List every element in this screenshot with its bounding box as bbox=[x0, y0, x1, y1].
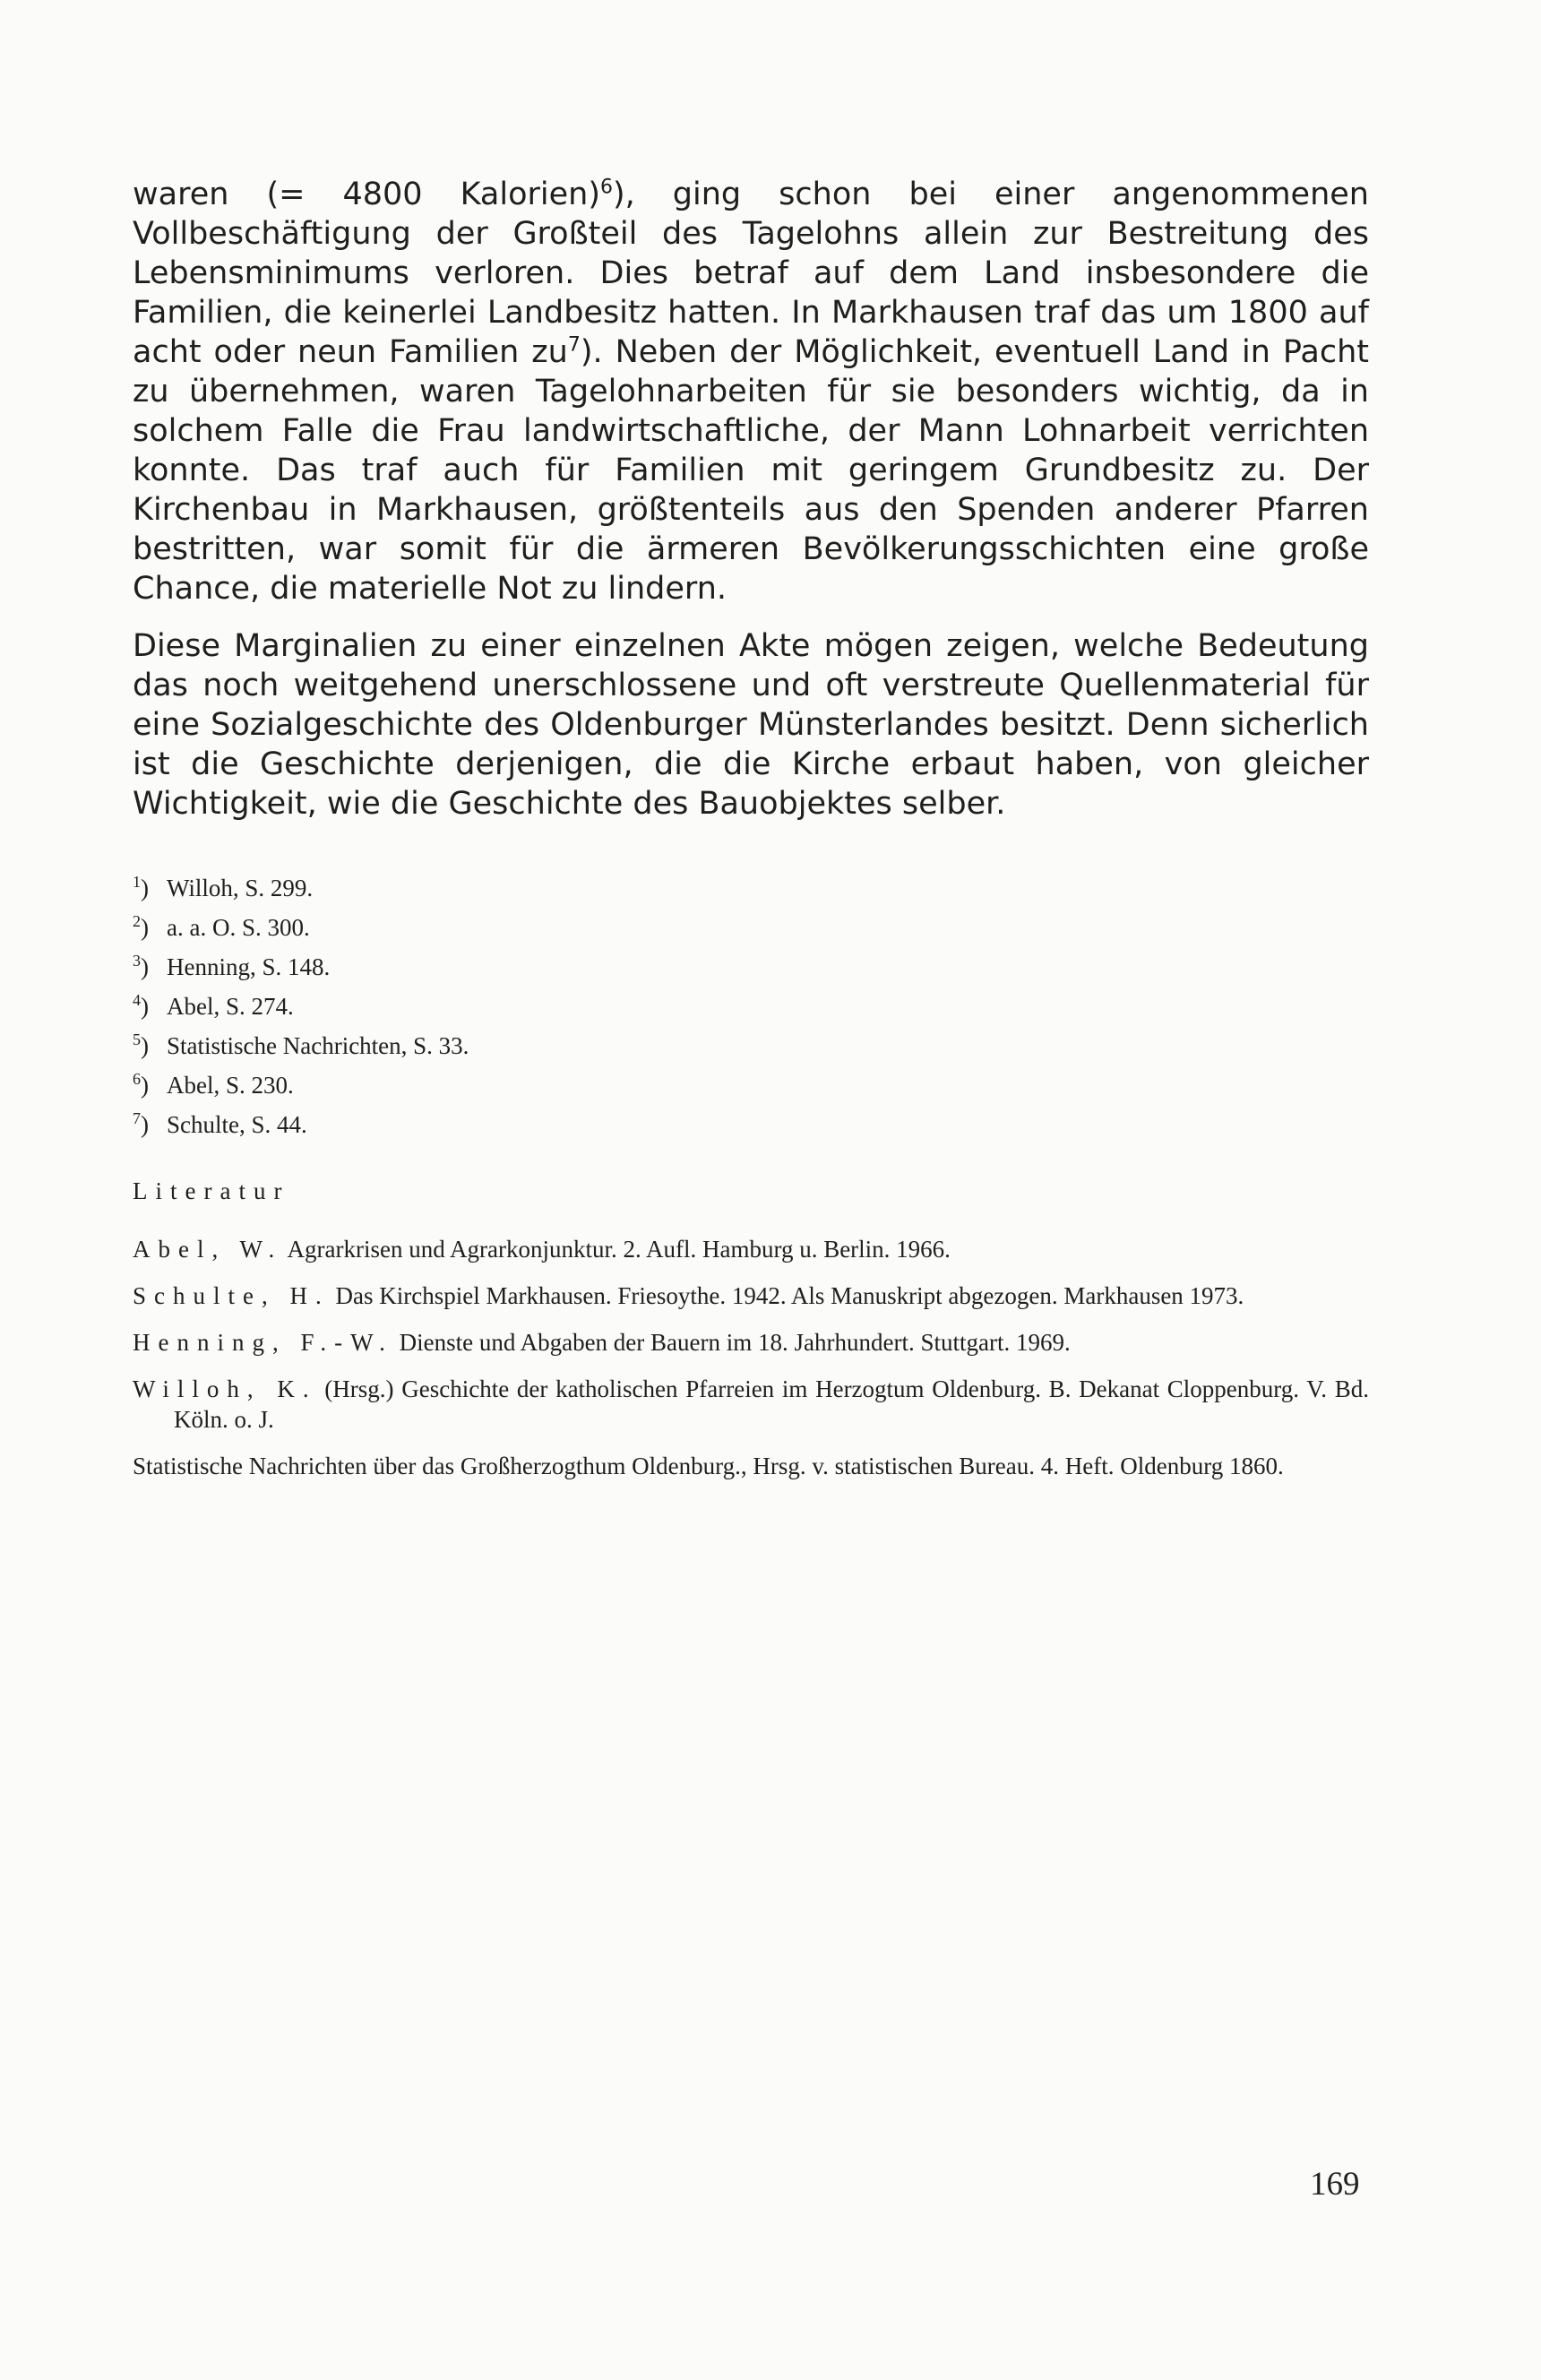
footnote-number: $^7$) bbox=[133, 1109, 149, 1138]
literature-heading: Literatur bbox=[133, 1177, 290, 1204]
footnote-text: Statistische Nachrichten, S. 33. bbox=[167, 1032, 469, 1059]
literature-entry bbox=[133, 1234, 1369, 1264]
footnote-text: a. a. O. S. 300. bbox=[167, 914, 310, 941]
footnote-number: $^1$) bbox=[133, 873, 149, 901]
literature-author: Willoh, K. bbox=[133, 1375, 317, 1402]
literature-list bbox=[133, 1234, 1369, 1481]
literature-entry bbox=[133, 1327, 1369, 1358]
literature-text: Agrarkrisen und Agrarkonjunktur. 2. Aufl. Hamburg u. Berlin. 1966. bbox=[282, 1236, 951, 1263]
literature-text: Statistische Nachrichten über das Großherzogthum Oldenburg., Hrsg. v. statistischen Bureau. 4. Heft. Oldenburg 1860. bbox=[133, 1453, 1284, 1479]
footnote-number: $^6$) bbox=[133, 1070, 149, 1099]
footnote-ref-6: 6 bbox=[599, 176, 613, 199]
footnote-text: Henning, S. 148. bbox=[167, 953, 331, 980]
literature-entry bbox=[133, 1374, 1369, 1435]
footnote-1 bbox=[133, 868, 1369, 908]
footnote-2 bbox=[133, 908, 1369, 947]
literature-text: Dienste und Abgaben der Bauern im 18. Jahrhundert. Stuttgart. 1969. bbox=[392, 1329, 1071, 1356]
paragraph-1 bbox=[133, 175, 1369, 608]
footnote-7 bbox=[133, 1105, 1369, 1144]
page-number: 169 bbox=[1310, 2166, 1360, 2203]
literature-text: (Hrsg.) Geschichte der katholischen Pfarreien im Herzogtum Oldenburg. B. Dekanat Cloppenburg. V. Bd. Köln. o. J. bbox=[174, 1375, 1369, 1433]
paragraph-1-text-a: waren (= 4800 Kalorien) bbox=[133, 177, 600, 212]
footnote-number: $^2$) bbox=[133, 912, 149, 941]
footnote-6 bbox=[133, 1065, 1369, 1105]
literature-author: Schulte, H. bbox=[133, 1282, 330, 1309]
literature-entry bbox=[133, 1451, 1369, 1481]
footnotes bbox=[133, 868, 1369, 1144]
footnote-text: Schulte, S. 44. bbox=[167, 1111, 307, 1138]
literature-entry bbox=[133, 1281, 1369, 1311]
footnote-number: $^5$) bbox=[133, 1030, 149, 1059]
page-content bbox=[133, 175, 1369, 1497]
literature-text: Das Kirchspiel Markhausen. Friesoythe. 1942. Als Manuskript abgezogen. Markhausen 1973. bbox=[329, 1282, 1244, 1309]
literature-author: Henning, F.-W. bbox=[133, 1329, 393, 1356]
footnote-text: Abel, S. 230. bbox=[167, 1072, 294, 1099]
footnote-3 bbox=[133, 947, 1369, 987]
footnote-ref-7: 7 bbox=[567, 333, 581, 357]
footnote-number: $^3$) bbox=[133, 952, 149, 980]
footnote-5 bbox=[133, 1026, 1369, 1065]
paragraph-2: Diese Marginalien zu einer einzelnen Akte mögen zeigen, welche Bedeutung das noch weitgehend unerschlossene und oft verstreute Quellenmaterial für eine Sozialgeschichte des Oldenburger Münsterlandes besitzt. Denn sicherlich ist die Geschichte derjenigen, die die Kirche erbaut haben, von gleicher Wichtigkeit, wie die Geschichte des Bauobjektes selber. bbox=[133, 628, 1369, 822]
footnote-text: Abel, S. 274. bbox=[167, 993, 294, 1020]
literature-author: Abel, W. bbox=[133, 1236, 283, 1263]
footnote-text: Willoh, S. 299. bbox=[167, 875, 314, 901]
paragraph-1-text-c: ). Neben der Möglichkeit, eventuell Land in Pacht zu übernehmen, waren Tagelohnarbeiten für sie besonders wichtig, da in solchem Falle die Frau landwirtschaftliche, der Mann Lohnarbeit verrichten konnte. Das traf auch für Familien mit geringem Grundbesitz zu. Der Kirchenbau in Markhausen, größtenteils aus den Spenden anderer Pfarren bestritten, war somit für die ärmeren Bevölkerungsschichten eine große Chance, die materielle Not zu lindern. bbox=[133, 334, 1369, 607]
footnote-number: $^4$) bbox=[133, 991, 149, 1020]
paragraph-1-text-b: ), ging schon bei einer angenommenen Vollbeschäftigung der Großteil des Tagelohns allein zur Bestreitung des Lebensminimums verloren. Dies betraf auf dem Land insbesondere die Familien, die keinerlei Landbesitz hatten. In Markhausen traf das um 1800 auf acht oder neun Familien zu bbox=[133, 177, 1369, 370]
footnote-4 bbox=[133, 987, 1369, 1026]
